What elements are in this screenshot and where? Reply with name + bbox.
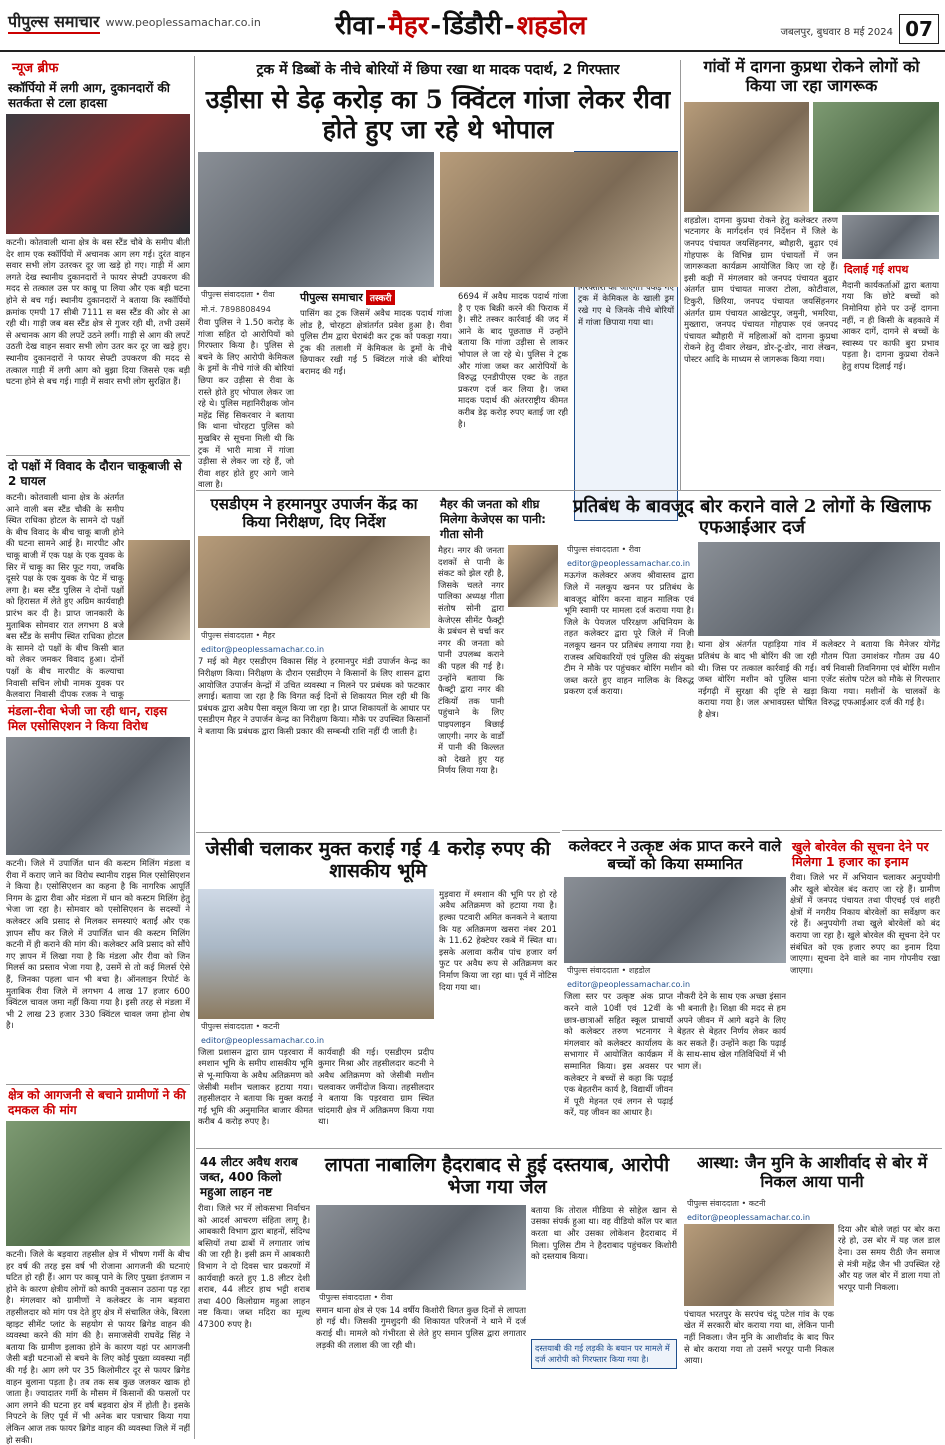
- photo-bore-truck: [698, 542, 940, 636]
- story-liquor: [198, 1152, 310, 1418]
- missing-right: [531, 1205, 677, 1387]
- byline-email[interactable]: editor@peoplessamachar.co.in: [687, 1212, 811, 1222]
- byline-city: कटनी: [262, 1021, 280, 1031]
- ganja-body-row: [198, 287, 678, 521]
- water-body: [438, 545, 558, 857]
- headline-jcb: जेसीबी चलाकर मुक्त कराई गई 4 करोड़ रुपए की शासकीय भूमि: [205, 838, 551, 883]
- section-divider: [196, 1148, 942, 1149]
- byline: पीपुल्स संवाददाता • शहडोल: [567, 966, 651, 976]
- region-maihar: मैहर: [388, 11, 429, 41]
- region-sep: -: [430, 11, 442, 41]
- byline-name: पीपुल्स संवाददाता: [201, 631, 253, 641]
- dagna-oath: [842, 215, 939, 470]
- story-missing-girl: [316, 1152, 678, 1387]
- byline: पीपुल्स संवाददाता • रीवा: [201, 290, 275, 299]
- photo-seized-sacks: [440, 152, 678, 287]
- dagna-text: शहडोल। दागना कुप्रथा रोकने हेतु कलेक्टर तरुण भटनागर के मार्गदर्शन एवं निर्देशन में जिले के जनपद पंचायत जयसिंहनगर, ब्यौहारी, बुढ़ार एवं गोहपारू के विभिन्न ग्राम पंचायतों में जन जागरूकता कार्यक्रम आयोजित किए जा रहे हैं। इसी कड़ी में मंगलवार को जनपद पंचायत बुढ़ार अंतर्गत ग्राम पंचायत माजरा टोला, कोटीवाल, टिकुरी, छिरिया, जनपद पंचायत जयसिंहनगर अंतर्गत ग्राम पंचायत आखेटपुर, जमुनी, भमरिया, मुख्तारा, जनपद पंचायत गोहपारू एवं जनपद पंचायत ब्यौहारी में महिलाओं को दागना कुप्रथा रोकने हेतु दीवार लेखन, डोर-टू-डोर, नारा लेखन, पोस्टर आदि के माध्यम से जागरूक किया गया।: [684, 214, 838, 364]
- ganja-col2: [300, 287, 452, 521]
- photo-geeta-soni: [508, 545, 558, 607]
- story-fire-brigade: कटनी। जिले के बड़वारा तहसील क्षेत्र में भीषण गर्मी के बीच हर वर्ष की तरह इस वर्ष भी रोजाना आगजनी की घटनाएं घटित हो रही हैं। आग पर काबू पाने के लिए पुख्ता इंतजाम न होने के कारण क्षेत्रीय लोगों को काफी नुकसान उठाना पड़ रहा है। मंगलवार को ग्रामीणों ने कलेक्टर के नाम बड़वारा तहसीलदार को मांग पत्र देते हुए क्षेत्र में संचालित जेके, बिरला व्हाइट सीमेंट प्लांट के सहयोग से फायर ब्रिगेड वाहन की व्यवस्था करने की मांग की है। समाजसेवी राघवेंद्र सिंह ने बताया कि ग्रामीण इलाका होने के कारण यहां पर आगजनी जैसी बड़ी घटनाओं से बचने के लिए कोई पुख्ता व्यवस्था नहीं की गई है। आग लगे पर 35 किलोमीटर दूर से फायर ब्रिगेड वाहन बुलाना पड़ता है। तब तक सब कुछ जलकर खाक हो जाता है। ज्यादातर गर्मी के मौसम में किसानों की फसलों पर आग लगने की घटना हर वर्ष बड़वारा क्षेत्र में होती है। इसके निपटने के लिए पूर्व में भी अनेक बार पत्राचार किया गया लेकिन आज तक फायर ब्रिगेड वाहन की व्यवस्था जिले में नहीं हो सकी।: [6, 1249, 190, 1445]
- issue-date: जबलपुर, बुधवार 8 मई 2024: [780, 27, 893, 38]
- region-dindori: डिंडौरी: [443, 11, 502, 41]
- jcb-text-3: मुड़वारा में श्मशान की भूमि पर हो रहे अवैध अतिक्रमण को हटाया गया है। हल्का पटवारी अमित कनकने ने बताया कि यह अतिक्रमण खसरा नंबर 201 के 11.62 हेक्टेयर रकबे में स्थित था। इसके अलावा करीब पांच हजार वर्ग फुट पर अवैध रूप से अतिक्रमण कर निर्माण किया जा रहा था। पूर्व में नोटिस दिया गया था।: [439, 888, 557, 992]
- story-knife-fight: कटनी। कोतवाली थाना क्षेत्र के अंतर्गत आने वाली बस स्टैंड चौकी के समीप स्थित राधिका होटल के सामने दो पक्षों के बीच विवाद के बीच चाकू बाजी होने की घटना सामने आई है। मारपीट और चाकू बाजी में एक पक्ष के एक युवक के सिर में चाकू का सिर फूट गया, जबकि दूसरे पक्ष के एक युवक के पेट में चाकू लगा है। बस स्टैंड पुलिस ने दोनों पक्षों को हिरासत में लेते हुए अग्रिम कार्यवाही प्रारंभ कर दी है। प्राप्त जानकारी के मुताबिक सोमवार रात लगभग 8 बजे बस स्टैंड के समीप स्थित राधिका होटल के सामने दो पक्षों के बीच किसी बात को लेकर जमकर विवाद हुआ। दोनों पक्षों के बीच मारपीट के कल्याचा निवासी सचिन लोधी नामक युवक पर कैलवारा निवासी दीपक रजक ने चाकू: [6, 492, 124, 700]
- ganja-photos: [198, 152, 678, 287]
- byline-name: पीपुल्स संवाददाता: [319, 1292, 371, 1302]
- byline: पीपुल्स संवाददाता • कटनी: [687, 1198, 766, 1208]
- kicker-ganja: ट्रक में डिब्बों के नीचे बोरियों में छिपा रखा था मादक पदार्थ, 2 गिरफ्तार: [256, 62, 620, 78]
- bore-col2: [698, 542, 940, 838]
- bore-text-3: कलेक्टर ने बताया कि मैनेजर योगेंद्र गौतम पिता उमाशंकर गौतम उम्र 40 वर्ष निवासी तिवनिगमा एवं बोरिंग मशीन एजेंट संतोष पटेल को मौके से गिरफ्तार किया गया। मशीनों के चालकों के विरुद्ध एफआईआर दर्ज की गई है।: [821, 639, 940, 708]
- missing-callout: दस्तयाबी की गई लड़की के बयान पर मामले में दर्ज आरोपी को गिरफ्तार किया गया है।: [531, 1339, 677, 1369]
- byline: पीपुल्स संवाददाता • रीवा: [567, 545, 641, 555]
- photo-villagers-demand: [6, 1121, 190, 1246]
- ganja-col1: [198, 287, 294, 521]
- byline-city: रीवा: [262, 290, 275, 299]
- ganja-text-2: पासिंग का ट्रक जिसमें अवैध मादक पदार्थ गांजा लोड है, चोरहटा क्षेत्रांतर्गत प्रवेश हुआ है। रीवा पुलिस टीम द्वारा घेराबंदी कर ट्रक को पकड़ा गया। ट्रक की तलाशी में केमिकल के ड्रमों के नीचे छिपाकर रखी गई 5 क्विंटल गांजे की बोरियां बरामद की गईं।: [300, 308, 452, 376]
- jain-text-2: दिया और बोले जहां पर बोर करा रहे हो, उस बोर में यह जल डाल देना। उस समय रीठी जैन समाज से मंत्री महेंद्र जैन भी उपस्थित रहे और यह जल बोर में डाला गया तो भरपूर पानी निकला।: [838, 1223, 940, 1292]
- water-text: मैहर। नगर की जनता दशकों से पानी के संकट को झेल रही है, जिसके चलते नगर पालिका अध्यक्ष गीता संतोष सोनी द्वारा केजेएस सीमेंट फैक्ट्री के प्रबंधन से चर्चा कर नगर की जनता को पानी उपलब्ध कराने की पहल की गई है। उन्होंने बताया कि फैक्ट्री द्वारा नगर की टंकियों तक पानी पहुंचाने के लिए पाइपलाइन बिछाई जाएगी। नगर के वार्डों में पानी की किल्लत को देखते हुए यह निर्णय लिया गया है।: [438, 545, 504, 776]
- sdm-text: 7 मई को मैहर एसडीएम विकास सिंह ने हरमानपुर मंडी उपार्जन केन्द्र का निरीक्षण किया। निरीक्षण के दौरान एसडीएम ने किसानों के लिए शासन द्वारा आयोजित उपार्जन केन्द्रों में उचित व्यवस्था न मिलने पर प्रबंधक को फटकार लगाई। बताया जा रहा है कि विगत कई दिनों से शिकायत मिल रही थी कि प्रबंधक द्वारा अवैध पैसा वसूल किया जा रहा है। प्राप्त शिकायतों के आधार पर एसडीएम मैहर ने उपार्जन केन्द्र का निरीक्षण किया। मौके पर उपस्थित किसानों ने बताया कि प्रबंधक द्वारा किसी प्रकार की सम्बन्धी राशि नहीं दी जाती है।: [198, 656, 430, 736]
- column-divider: [194, 56, 195, 1439]
- jain-left: [684, 1224, 834, 1412]
- byline-email[interactable]: editor@peoplessamachar.co.in: [201, 1035, 325, 1045]
- photo-awareness-2: [813, 102, 939, 212]
- headline-sdm: एसडीएम ने हरमानपुर उपार्जन केंद्र का किया निरीक्षण, दिए निर्देश: [210, 495, 418, 531]
- byline-name: पीपुल्स संवाददाता: [567, 545, 619, 555]
- accused-box-body: ट्रक में केमिकल के खाली ड्रम रखे गए थे जिनके नीचे बोरियों में गांजा छिपाया गया था।: [578, 293, 674, 327]
- byline-city: कटनी: [748, 1198, 766, 1208]
- story-bore-fir: [564, 494, 940, 838]
- masthead: [0, 0, 945, 52]
- illustration-knife: [128, 540, 190, 640]
- jcb-text-1: जिला प्रशासन द्वारा ग्राम पड़रवारा में श्मशान भूमि के समीप शासकीय भूमि से भू-माफिया के अवैध अतिक्रमण को जेसीबी मशीन चलाकर हटाया गया। तहसीलदार ने बताया कि मुक्त कराई गई भूमि की अनुमानित बाजार कीमत करीब 4 करोड़ रुपए है।: [198, 1046, 313, 1127]
- jcb-cols: [198, 1047, 434, 1149]
- byline-name: पीपुल्स संवाददाता: [567, 966, 619, 976]
- region-shahdol: शहडोल: [516, 11, 587, 41]
- story-ganja: [198, 56, 678, 521]
- byline-name: पीपुल्स संवाददाता: [687, 1198, 739, 1208]
- ganja-text-1: रीवा पुलिस ने 1.50 करोड़ के गांजा सहित दो आरोपियों को गिरफ्तार किया है। पुलिस से बचने के लिए आरोपी केमिकल के ड्रमों के नीचे गांजे की बोरियां छिपा कर उड़ीसा से रीवा के रास्ते होते हुए भोपाल लेकर जा रहे थे। पुलिस महानिरीक्षक जोन महेंद्र सिंह सिकरवार ने बताया कि थाना चोरहटा पुलिस को मुखबिर से सूचना मिली थी कि ट्रक में भारी मात्रा में गांजा उड़ीसा से लेकर जा रहे हैं, जो रीवा शहर होते हुए आगे जाने वाला है।: [198, 317, 294, 490]
- jcb-left: [198, 889, 434, 1159]
- headline-rice-mill: मंडला-रीवा भेजी जा रही धान, राइस मिल एसोसिएशन ने किया विरोध: [6, 700, 190, 737]
- ganja-col3: [458, 287, 568, 521]
- news-brief-tag: न्यूज ब्रीफ: [6, 56, 64, 78]
- byline-city: शहडोल: [628, 966, 651, 976]
- jcb-row: [198, 889, 558, 1159]
- brand: [8, 10, 261, 34]
- photo-police-station: [316, 1205, 526, 1290]
- knife-fight-text-wrap: [6, 492, 124, 700]
- photo-sdm-inspection: [198, 536, 430, 628]
- byline-mobile: मो.नं. 7898808494: [201, 305, 271, 314]
- news-brief-column: [6, 56, 190, 1445]
- story-sdm: [198, 494, 430, 846]
- photo-car-fire: [6, 114, 190, 234]
- photo-police-press: [198, 152, 434, 287]
- section-badge: तस्करी: [366, 290, 396, 305]
- ganja-text-3: 6694 में अवैध मादक पदार्थ गांजा है ए एक बिक्री करने की फिराक में है। सीटे तस्कर कार्रवाई की जद में आने के बाद पूछताछ में उन्होंने बताया कि गांजा उड़ीसा से लाकर भोपाल ले जा रहे थे। पुलिस ने ट्रक और गांजा जब्त कर आरोपियों के विरुद्ध एनडीपीएस एक्ट के तहत प्रकरण दर्ज कर लिया है। जब्त मादक पदार्थ की अंतरराष्ट्रीय कीमत करीब डेढ़ करोड़ रुपए बताई जा रही है।: [458, 291, 568, 429]
- region-title: [335, 6, 588, 42]
- byline-email[interactable]: editor@peoplessamachar.co.in: [567, 980, 691, 990]
- story-water: [438, 494, 558, 857]
- photo-jcb: [198, 889, 434, 1019]
- headline-fire-brigade: क्षेत्र को आगजनी से बचाने ग्रामीणों ने की दमकल की मांग: [6, 1084, 190, 1121]
- byline-city: मैहर: [262, 631, 276, 641]
- photo-rice-mill-association: [6, 737, 190, 855]
- byline-city: रीवा: [628, 545, 641, 555]
- missing-left: [316, 1205, 526, 1387]
- dagna-body-row: [684, 215, 939, 470]
- story-rice-mill: कटनी। जिले में उपार्जित धान की कस्टम मिलिंग मंडला व रीवा में कराए जाने का विरोध स्थानीय राइस मिल एसोसिएशन ने किया है। एसोसिएशन का कहना है कि नागरिक आपूर्ति निगम के द्वारा रीवा और मंडला में धान को कस्टम मिलिंग हेतु भेजा जा रहा है। सोमवार को एसोसिएशन के सदस्यों ने कलेक्टर अवि प्रसाद से मिलकर समस्याएं बताईं और एक ज्ञापन सौंप कर जिले में उपार्जित धान की कस्टम मिलिंग कटनी में ही कराने की मांग की। कलेक्टर अवि प्रसाद को सौंपे गए ज्ञापन में लिखा गया है कि मंडला और रीवा को जिन मिलर्स का प्रस्ताव भेजा गया है, उसमें से तो कई मिलर्स ऐसे हैं, जिनका पहला धान भी बचा है। ऑनलाइन रिपोर्ट के मुताबिक रीवा जिले में लगभग 4 लाख 17 हजार 600 क्विंटल चावल जमा नहीं किया गया है। इसी तरह से मंडला में भी 2 लाख 23 हजार 330 क्विंटल चावल जमा होना शेष है।: [6, 858, 190, 1031]
- missing-text-2: बताया कि तोराल मीडिया से सोहेल खान से उसका संपर्क हुआ था। वह वीडियो कॉल पर बात करता था और उसका लोकेशन हैदराबाद में मिला। पुलिस टीम ने हैदराबाद पहुंचकर किशोरी को दस्तयाब किया।: [531, 1204, 677, 1262]
- story-scorpio-fire: कटनी। कोतवाली थाना क्षेत्र के बस स्टैंड चौबे के समीप बीती देर शाम एक स्कॉर्पियो में अचानक आग लग गई। दुरंत वाहन सवार सभी लोग उतरकर दूर जा खड़े हो गए। गाड़ी में आग लगते देख स्थानीय दुकानदारों ने फायर सेफ्टी उपकरण की मदद से तत्काल उस पर काबू पा लिया और एक बड़ी घटना होने से बच गई। स्थानीय दुकानदारों ने बताया कि स्कॉर्पियो क्रमांक एमपी 17 सीबी 7111 स बस स्टैंड की ओर से आ रही थी। गाड़ी जब बस स्टैंड क्षेत्र से गुजर रही थी, तभी उसमें से अचानक आग की लपटें उठने लगीं। गाड़ी से आग की लपटें उठती देख वाहन सवार सभी लोग उतर कर दूर जा खड़े हुए। स्थानीय दुकानदारों ने फायर सेफ्टी उपकरण की मदद से तत्काल गाड़ी में लगी आग को बुझा दिया जिससे एक बड़ी घटना होने से बच गई। गाड़ी में सवार सभी लोग सुरक्षित हैं।: [6, 237, 190, 387]
- column-divider: [680, 60, 681, 490]
- story-borewell-reward: [790, 836, 940, 1130]
- section-logo: [300, 287, 452, 308]
- site-url[interactable]: www.peoplessamachar.co.in: [105, 15, 261, 29]
- story-dagna: [684, 56, 939, 470]
- section-divider: [196, 832, 560, 833]
- byline-city: रीवा: [380, 1292, 393, 1302]
- byline-email[interactable]: editor@peoplessamachar.co.in: [567, 559, 691, 569]
- page-number: 07: [899, 14, 939, 44]
- story-collector: [564, 836, 786, 1169]
- bore-text-2: थाना क्षेत्र अंतर्गत पहाड़िया गांव में प्रतिबंध के बाद भी बोरिंग की जा रही थी। जिस पर तत्काल कार्रवाई की गई। जब्त बोरिंग मशीन को पुलिस थाना नईगढ़ी में सुरक्षा की दृष्टि से खड़ा कराया गया है। जल अभावग्रस्त घोषित है क्षेत्र।: [698, 639, 817, 720]
- borewell-text: रीवा। जिले भर में अभियान चलाकर अनुपयोगी और खुले बोरवेल बंद कराए जा रहे हैं। ग्रामीण क्षेत्रों में जनपद पंचायत तथा पीएचई एवं शहरी क्षेत्रों में नगरीय निकाय बोरवेलों का सर्वेक्षण कर रहे हैं। अनुपयोगी तथा खुले बोरवेलों को बंद कराया जा रहा है। खुले बोरवेल की सूचना देने पर संबंधित को एक हजार रुपए का इनाम दिया जाएगा। सूचना देने वाले का नाम गोपनीय रखा जाएगा।: [790, 872, 940, 975]
- headline-dagna: गांवों में दागना कुप्रथा रोकने लोगों को किया जा रहा जागरूक: [703, 57, 920, 95]
- photo-jain-muni: [684, 1224, 834, 1306]
- headline-ganja: उड़ीसा से डेढ़ करोड़ का 5 क्विंटल गांजा लेकर रीवा होते हुए जा रहे थे भोपाल: [205, 85, 671, 144]
- byline: पीपुल्स संवाददाता • कटनी: [201, 1021, 280, 1031]
- story-jcb: [198, 836, 558, 1159]
- oath-text: मैदानी कार्यकर्ताओं द्वारा बताया गया कि छोटे बच्चों को निमोनिया होने पर उन्हें दागना नहीं, न ही किसी के बहकावे में आकर दागें, दागने से बच्चों के स्वास्थ्य पर काफी बुरा प्रभाव पड़ता है। दागना कुप्रथा रोकने हेतु शपथ दिलाई गई।: [842, 279, 939, 371]
- byline: पीपुल्स संवाददाता • मैहर: [201, 631, 276, 641]
- headline-collector: कलेक्टर ने उत्कृष्ट अंक प्राप्त करने वाले बच्चों को किया सम्मानित: [568, 837, 782, 873]
- section-divider: [196, 490, 941, 491]
- headline-borewell: खुले बोरवेल की सूचना देने पर मिलेगा 1 हजार का इनाम: [792, 839, 929, 869]
- headline-bore-fir: प्रतिबंध के बावजूद बोर कराने वाले 2 लोगों के खिलाफ एफआईआर दर्ज: [573, 496, 931, 539]
- byline-name: पीपुल्स संवाददाता: [201, 290, 253, 299]
- byline: पीपुल्स संवाददाता • रीवा: [319, 1292, 393, 1302]
- headline-knife-fight: दो पक्षों में विवाद के दौरान चाकूबाजी से 2 घायल: [6, 455, 190, 492]
- section-logo-text: पीपुल्स समाचार: [300, 291, 363, 304]
- jain-text-1: पंचायत भरतपुर के सरपंच चंदू पटेल गांव के एक खेत में सरकारी बोर कराया गया था, लेकिन पानी नहीं निकला। जैन मुनि के आशीर्वाद के बाद फिर से बोर कराया गया तो उसमें भरपूर पानी निकल आया।: [684, 1308, 834, 1366]
- headline-oath: दिलाई गई शपथ: [844, 262, 909, 276]
- headline-liquor: 44 लीटर अवैध शराब जब्त, 400 किलो महुआ लाहन नष्ट: [200, 1155, 298, 1199]
- missing-row: [316, 1205, 678, 1387]
- headline-water: मैहर की जनता को शीघ्र मिलेगा केजेएस का पानी: गीता सोनी: [440, 497, 546, 541]
- story-jain-muni: [684, 1152, 940, 1412]
- section-divider: [562, 830, 942, 831]
- headline-scorpio-fire: स्कॉर्पियो में लगी आग, दुकानदारों की सतर्कता से टला हादसा: [8, 81, 170, 110]
- byline-name: पीपुल्स संवाददाता: [201, 1021, 253, 1031]
- bore-col1: [564, 542, 694, 838]
- missing-text-1: समान थाना क्षेत्र से एक 14 वर्षीय किशोरी विगत कुछ दिनों से लापता हो गई थी। जिसकी गुमशुदगी की शिकायत परिजनों ने थाने में दर्ज कराई थी। मामले को गंभीरता से लेते हुए समान पुलिस द्वारा लगातार लड़की की तलाश की जा रही थी।: [316, 1304, 526, 1350]
- liquor-text: रीवा। जिले भर में लोकसभा निर्वाचन को आदर्श आचरण संहिता लागू है। आबकारी विभाग द्वारा बाहनों, संदिग्ध बस्तियों तथा ढाबों में लगातार जांच की जा रही है। इसी क्रम में आबकारी विभाग ने दो दिवस चार प्रकरणों में कार्यवाही करते हुए 1.8 लीटर देशी शराब, 44 लीटर हाथ भट्टी शराब तथा 400 किलोग्राम महुआ लाहन नष्ट किया। जब्त मदिरा का मूल्य 47300 रुपए है।: [198, 1203, 310, 1329]
- photo-felicitation: [564, 877, 786, 963]
- dagna-photos: [684, 102, 939, 212]
- jain-row: [684, 1224, 940, 1412]
- photo-dagna-inset: [842, 215, 939, 259]
- region-sep: -: [503, 11, 515, 41]
- region-rewa: रीवा: [335, 11, 374, 41]
- bore-body-row: [564, 542, 940, 838]
- photo-awareness-1: [684, 102, 809, 212]
- collector-text-2: नौकरी देने के साथ एक अच्छा इंसान भी बनाती है। शिक्षा की मदद से हम अपने जीवन में आगे बढ़ने के लिए बेहतर से बेहतर निर्णय लेकर कार्य कर सकते हैं। उन्होंने कहा कि पढ़ाई के साथ-साथ खेल गतिविधियों में भी भाग लें।: [677, 991, 786, 1071]
- collector-cols: [564, 991, 786, 1169]
- knife-fight-block: [6, 492, 190, 700]
- headline-jain: आस्था: जैन मुनि के आशीर्वाद से बोर में निकल आया पानी: [696, 1153, 928, 1191]
- byline-email[interactable]: editor@peoplessamachar.co.in: [201, 645, 325, 655]
- newspaper-logo: पीपुल्स समाचार: [8, 10, 100, 34]
- bore-sub: [698, 639, 940, 835]
- headline-missing: लापता नाबालिग हैदराबाद से हुई दस्तयाब, आरोपी भेजा गया जेल: [324, 1154, 670, 1199]
- collector-text-1: जिला स्तर पर उत्कृष्ट अंक प्राप्त करने वाले 10वीं एवं 12वीं के छात्र-छात्राओं सहित स्कूल प्राचार्यों को कलेक्टर तरुण भटनागर ने मंगलवार को कलेक्टर कार्यालय के सभागार में आयोजित कार्यक्रम में सम्मानित किया। इस अवसर पर कलेक्टर ने बच्चों से कहा कि पढ़ाई एक बेहतरीन कार्य है, विद्यार्थी जीवन में पूरी मेहनत एवं लगन से पढ़ाई करें, यह जीवन का आधार है।: [564, 991, 673, 1118]
- jcb-text-2: कार्यवाही की गई। एसडीएम प्रदीप कुमार मिश्रा और तहसीलदार कटनी ने अवैध अतिक्रमण को जेसीबी मशीन चलवाकर जमींदोज किया। तहसीलदार ने बताया कि पड़रवारा ग्राम स्थित चांदमारी क्षेत्र में अतिक्रमण किया गया था।: [318, 1046, 434, 1127]
- region-sep: -: [375, 11, 387, 41]
- bore-text-1: मऊगंज कलेक्टर अजय श्रीवास्तव द्वारा जिले में नलकूप खनन पर प्रतिबंध के बावजूद बोरिंग करना वाहन मालिक एवं भूमि स्वामी पर मामला दर्ज कराया गया है। जिले के पेयजल परिरक्षण अधिनियम के तहत कलेक्टर द्वारा पूरे जिले में निजी नलकूप खनन पर प्रतिबंध लगाया गया है। राजस्व अधिकारियों एवं पुलिस की संयुक्त टीम ने मौके पर पहुंचकर बोरिंग मशीन को जब्त करते हुए वाहन मालिक के विरुद्ध प्रकरण दर्ज कराया।: [564, 570, 694, 697]
